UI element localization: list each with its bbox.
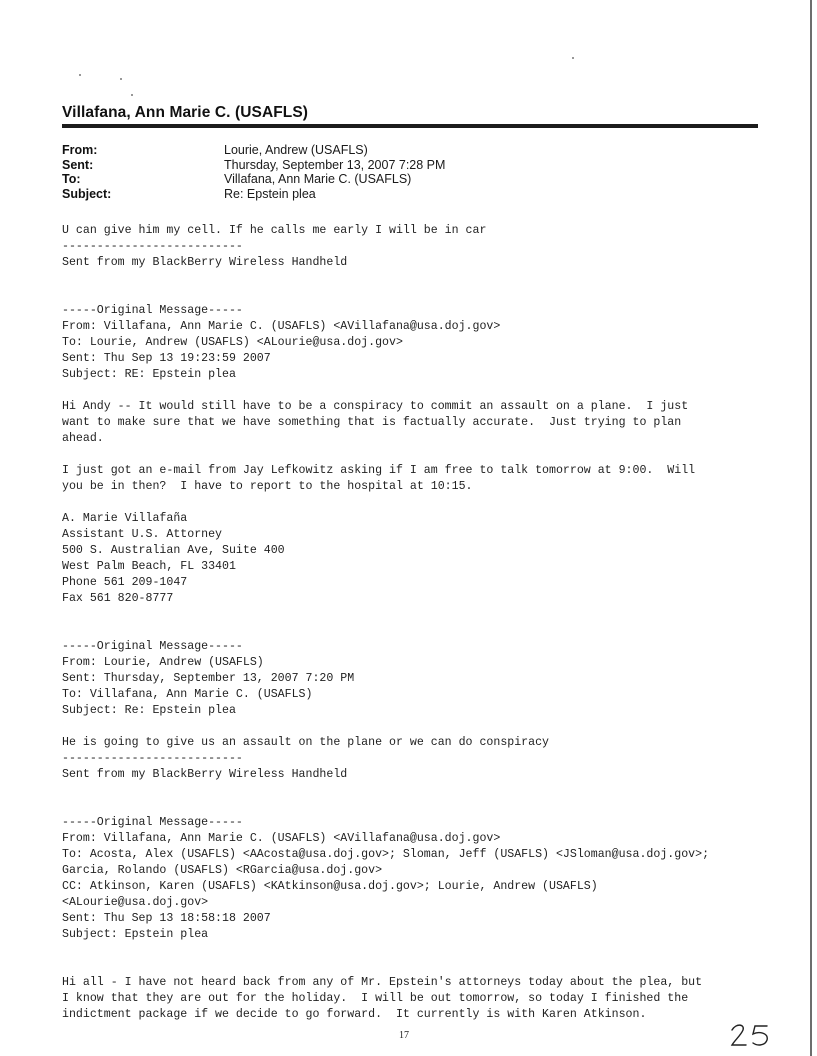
header-value: Re: Epstein plea [224, 186, 316, 201]
message-line: Sent from my BlackBerry Wireless Handheld [62, 256, 348, 269]
header-sent-row [62, 158, 662, 173]
message-line: Hi all - I have not heard back from any of Mr. Epstein's attorneys today about the plea, but [62, 976, 703, 989]
header-to-row [62, 172, 662, 187]
scan-speck [572, 57, 574, 59]
quoted-header-line: <ALourie@usa.doj.gov> [62, 896, 209, 909]
quoted-header-line: From: Villafana, Ann Marie C. (USAFLS) <AVillafana@usa.doj.gov> [62, 320, 501, 333]
signature-line: A. Marie Villafaña [62, 512, 188, 525]
page-number: 17 [399, 1030, 409, 1041]
header-from-row [62, 143, 662, 158]
original-message-marker: -----Original Message----- [62, 304, 243, 317]
message-line: you be in then? I have to report to the hospital at 10:15. [62, 480, 473, 493]
message-line: want to make sure that we have something that is factually accurate. Just trying to plan [62, 416, 682, 429]
signature-line: West Palm Beach, FL 33401 [62, 560, 236, 573]
header-label: From: [62, 143, 98, 157]
quoted-header-line: Sent: Thu Sep 13 19:23:59 2007 [62, 352, 271, 365]
original-message-marker: -----Original Message----- [62, 816, 243, 829]
message-line: Sent from my BlackBerry Wireless Handheld [62, 768, 348, 781]
separator-line: -------------------------- [62, 752, 243, 765]
message-line: Hi Andy -- It would still have to be a conspiracy to commit an assault on a plane. I just [62, 400, 689, 413]
quoted-header-line: To: Lourie, Andrew (USAFLS) <ALourie@usa.doj.gov> [62, 336, 403, 349]
quoted-header-line: Sent: Thursday, September 13, 2007 7:20 PM [62, 672, 355, 685]
scan-speck [120, 78, 122, 80]
quoted-header-line: Subject: Re: Epstein plea [62, 704, 236, 717]
header-label: Sent: [62, 157, 94, 172]
quoted-header-line: Subject: RE: Epstein plea [62, 368, 236, 381]
message-line: U can give him my cell. If he calls me early I will be in car [62, 224, 487, 237]
message-line: I know that they are out for the holiday. I will be out tomorrow, so today I finished the [62, 992, 689, 1005]
quoted-header-line: From: Lourie, Andrew (USAFLS) [62, 656, 264, 669]
signature-line: Assistant U.S. Attorney [62, 528, 223, 541]
quoted-header-line: To: Acosta, Alex (USAFLS) <AAcosta@usa.doj.gov>; Sloman, Jeff (USAFLS) <JSloman@usa.doj.gov>; [62, 848, 710, 861]
message-line: ahead. [62, 432, 104, 445]
quoted-header-line: From: Villafana, Ann Marie C. (USAFLS) <AVillafana@usa.doj.gov> [62, 832, 501, 845]
original-message-marker: -----Original Message----- [62, 640, 243, 653]
header-subject-row [62, 187, 662, 202]
mailbox-owner-heading: Villafana, Ann Marie C. (USAFLS) [62, 104, 309, 121]
heading-rule [62, 124, 758, 128]
quoted-header-line: Subject: Epstein plea [62, 928, 209, 941]
signature-line: Fax 561 820-8777 [62, 592, 174, 605]
page-edge-line [810, 0, 812, 1056]
quoted-header-line: Sent: Thu Sep 13 18:58:18 2007 [62, 912, 271, 925]
header-label: To: [62, 172, 81, 186]
email-header-fields [62, 143, 662, 201]
signature-line: 500 S. Australian Ave, Suite 400 [62, 544, 285, 557]
message-line: He is going to give us an assault on the plane or we can do conspiracy [62, 736, 550, 749]
quoted-header-line: Garcia, Rolando (USAFLS) <RGarcia@usa.doj.gov> [62, 864, 383, 877]
message-line: I just got an e-mail from Jay Lefkowitz asking if I am free to talk tomorrow at 9:00. Will [62, 464, 696, 477]
header-value: Lourie, Andrew (USAFLS) [224, 143, 368, 157]
message-line: indictment package if we decide to go forward. It currently is with Karen Atkinson. [62, 1008, 647, 1021]
header-label: Subject: [62, 186, 112, 201]
header-value: Thursday, September 13, 2007 7:28 PM [224, 157, 446, 172]
scan-speck [131, 94, 133, 96]
handwritten-page-mark [729, 1022, 791, 1048]
signature-line: Phone 561 209-1047 [62, 576, 188, 589]
quoted-header-line: To: Villafana, Ann Marie C. (USAFLS) [62, 688, 313, 701]
scan-speck [79, 74, 81, 76]
separator-line: -------------------------- [62, 240, 243, 253]
quoted-header-line: CC: Atkinson, Karen (USAFLS) <KAtkinson@usa.doj.gov>; Lourie, Andrew (USAFLS) [62, 880, 598, 893]
header-value: Villafana, Ann Marie C. (USAFLS) [224, 172, 412, 186]
